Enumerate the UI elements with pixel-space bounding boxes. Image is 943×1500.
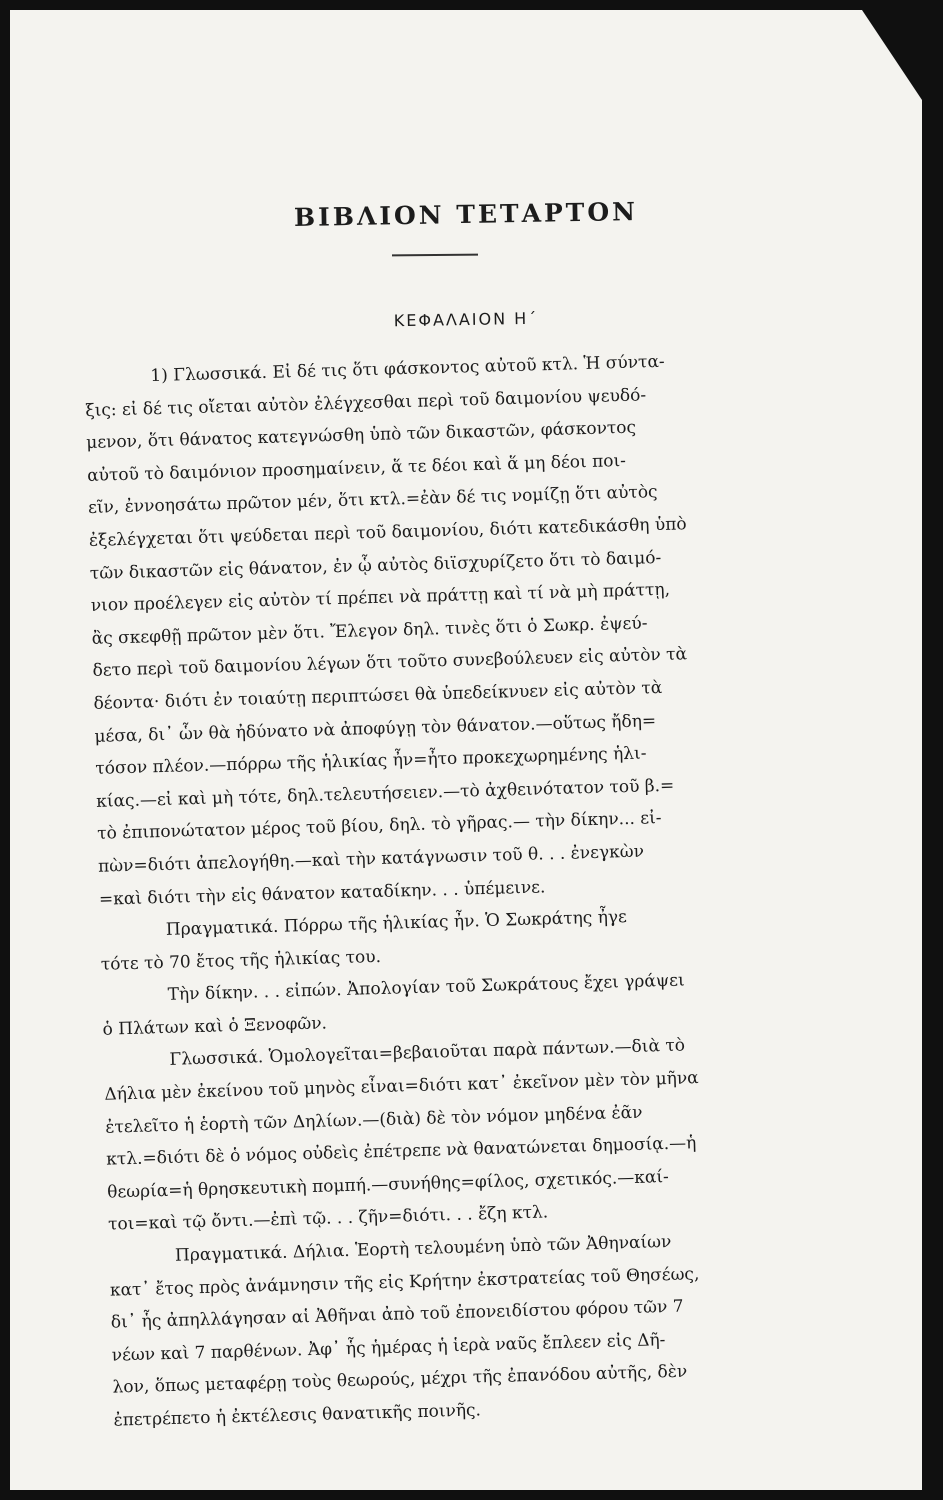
torn-corner [862, 10, 922, 100]
text-line: νέων καὶ 7 παρθένων. Ἀφ᾽ ἧς ἡμέρας ἡ ἱερὰ ναῦς ἔπλεεν εἰς Δῆ- [111, 1329, 666, 1366]
text-line: τότε τὸ 70 ἔτος τῆς ἡλικίας του. [100, 946, 382, 975]
text-line: δέοντα· διότι ἐν τοιαύτῃ περιπτώσει θὰ ὑπεδείκνυεν εἰς αὐτὸν τὰ [93, 677, 663, 714]
chapter-heading: ΚΕΦΑΛΑΙΟΝ Η΄ [393, 308, 539, 331]
text-line: κατ᾽ ἔτος πρὸς ἀνάμνησιν τῆς εἰς Κρήτην ἐκστρατείας τοῦ Θησέως, [109, 1263, 700, 1301]
book-page [10, 10, 922, 1490]
text-line: νιον προέλεγεν εἰς αὐτὸν τί πρέπει νὰ πράττῃ καὶ τί νὰ μὴ πράττῃ, [90, 579, 671, 617]
text-line: μενον, ὅτι θάνατος κατεγνώσθη ὑπὸ τῶν δικαστῶν, φάσκοντος [85, 417, 637, 454]
body-text [84, 342, 844, 1438]
text-line: Πραγματικά. Δήλια. Ἑορτὴ τελουμένη ὑπὸ τῶν Ἀθηναίων [174, 1231, 672, 1266]
title-divider [392, 254, 478, 257]
text-line: =καὶ διότι τὴν εἰς θάνατον καταδίκην. . . ὑπέμεινε. [98, 876, 546, 910]
text-line: τόσον πλέον.—πόρρω τῆς ἡλικίας ἦν=ἦτο προκεχωρημένης ἡλι- [95, 743, 647, 779]
text-line: θεωρία=ἡ θρησκευτικὴ πομπή.—συνήθης=φίλος, σχετικός.—καί- [106, 1166, 670, 1203]
text-line: τὸ ἐπιπονώτατον μέρος τοῦ βίου, δηλ. τὸ γῆρας.— τὴν δίκην... εἰ- [96, 808, 662, 845]
text-line: ἂς σκεφθῇ πρῶτον μὲν ὅτι. Ἔλεγον δηλ. τινὲς ὅτι ὁ Σωκρ. ἐψεύ- [91, 613, 648, 649]
text-line: δετο περὶ τοῦ δαιμονίου λέγων ὅτι τοῦτο συνεβούλευεν εἰς αὐτὸν τὰ [92, 644, 688, 682]
text-line: ξις: εἰ δέ τις οἴεται αὐτὸν ἐλέγχεσθαι περὶ τοῦ δαιμονίου ψευδό- [85, 384, 647, 421]
text-line: Πραγματικά. Πόρρω τῆς ἡλικίας ἦν. Ὁ Σωκράτης ἦγε [165, 907, 628, 941]
text-line: Δήλια μὲν ἐκείνου τοῦ μηνὸς εἶναι=διότι κατ᾽ ἐκεῖνον μὲν τὸν μῆνα [104, 1068, 699, 1105]
text-line: Γλωσσικά. Ὁμολογεῖται=βεβαιοῦται παρὰ πάντων.—διὰ τὸ [169, 1035, 686, 1071]
text-line: τοι=καὶ τῷ ὄντι.—ἐπὶ τῷ. . . ζῆν=διότι. . . ἔζη κτλ. [107, 1202, 549, 1236]
text-line: δι᾽ ἧς ἀπηλλάγησαν αἱ Ἀθῆναι ἀπὸ τοῦ ἐπονειδίστου φόρου τῶν 7 [110, 1296, 684, 1333]
text-line: ἐξελέγχεται ὅτι ψεύδεται περὶ τοῦ δαιμονίου, διότι κατεδικάσθη ὑπὸ [88, 514, 687, 551]
text-line: ἐτελεῖτο ἡ ἑορτὴ τῶν Δηλίων.—(διὰ) δὲ τὸν νόμον μηδένα ἐᾶν [105, 1102, 643, 1138]
text-line: ὁ Πλάτων καὶ ὁ Ξενοφῶν. [102, 1013, 328, 1040]
text-line: εῖν, ἐννοησάτω πρῶτον μέν, ὅτι κτλ.=ἐὰν δέ τις νομίζῃ ὅτι αὐτὸς [87, 482, 658, 519]
text-line: κτλ.=διότι δὲ ὁ νόμος οὐδεὶς ἐπέτρεπε νὰ θανατώνεται δημοσίᾳ.—ἡ [106, 1133, 697, 1170]
text-line: 1) Γλωσσικά. Εἰ δέ τις ὅτι φάσκοντος αὐτοῦ κτλ. Ἡ σύντα- [150, 351, 665, 387]
text-line: Τὴν δίκην. . . εἰπών. Ἀπολογίαν τοῦ Σωκράτους ἔχει γράψει [167, 970, 685, 1006]
text-line: λον, ὅπως μεταφέρῃ τοὺς θεωρούς, μέχρι τῆς ἐπανόδου αὐτῆς, δὲν [112, 1361, 688, 1399]
book-title: ΒΙΒΛΙΟΝ ΤΕΤΑΡΤΟΝ [293, 196, 639, 233]
text-line: τῶν δικαστῶν εἰς θάνατον, ἐν ᾧ αὐτὸς διϊσχυρίζετο ὅτι τὸ δαιμό- [89, 547, 662, 584]
text-line: κίας.—εἰ καὶ μὴ τότε, δηλ.τελευτήσειεν.—τὸ ἀχθεινότατον τοῦ β.= [95, 775, 675, 812]
text-line: αὐτοῦ τὸ δαιμόνιον προσημαίνειν, ἅ τε δέοι καὶ ἅ μη δέοι ποι- [86, 450, 627, 486]
text-line: ἐπετρέπετο ἡ ἐκτέλεσις θανατικῆς ποινῆς. [113, 1400, 482, 1431]
text-line: μέσα, δι᾽ ὧν θὰ ἠδύνατο νὰ ἀποφύγῃ τὸν θάνατον.—οὕτως ἤδη= [94, 710, 657, 747]
text-line: πὼν=διότι ἀπελογήθη.—καὶ τὴν κατάγνωσιν τοῦ θ. . . ἐνεγκὼν [97, 841, 645, 877]
